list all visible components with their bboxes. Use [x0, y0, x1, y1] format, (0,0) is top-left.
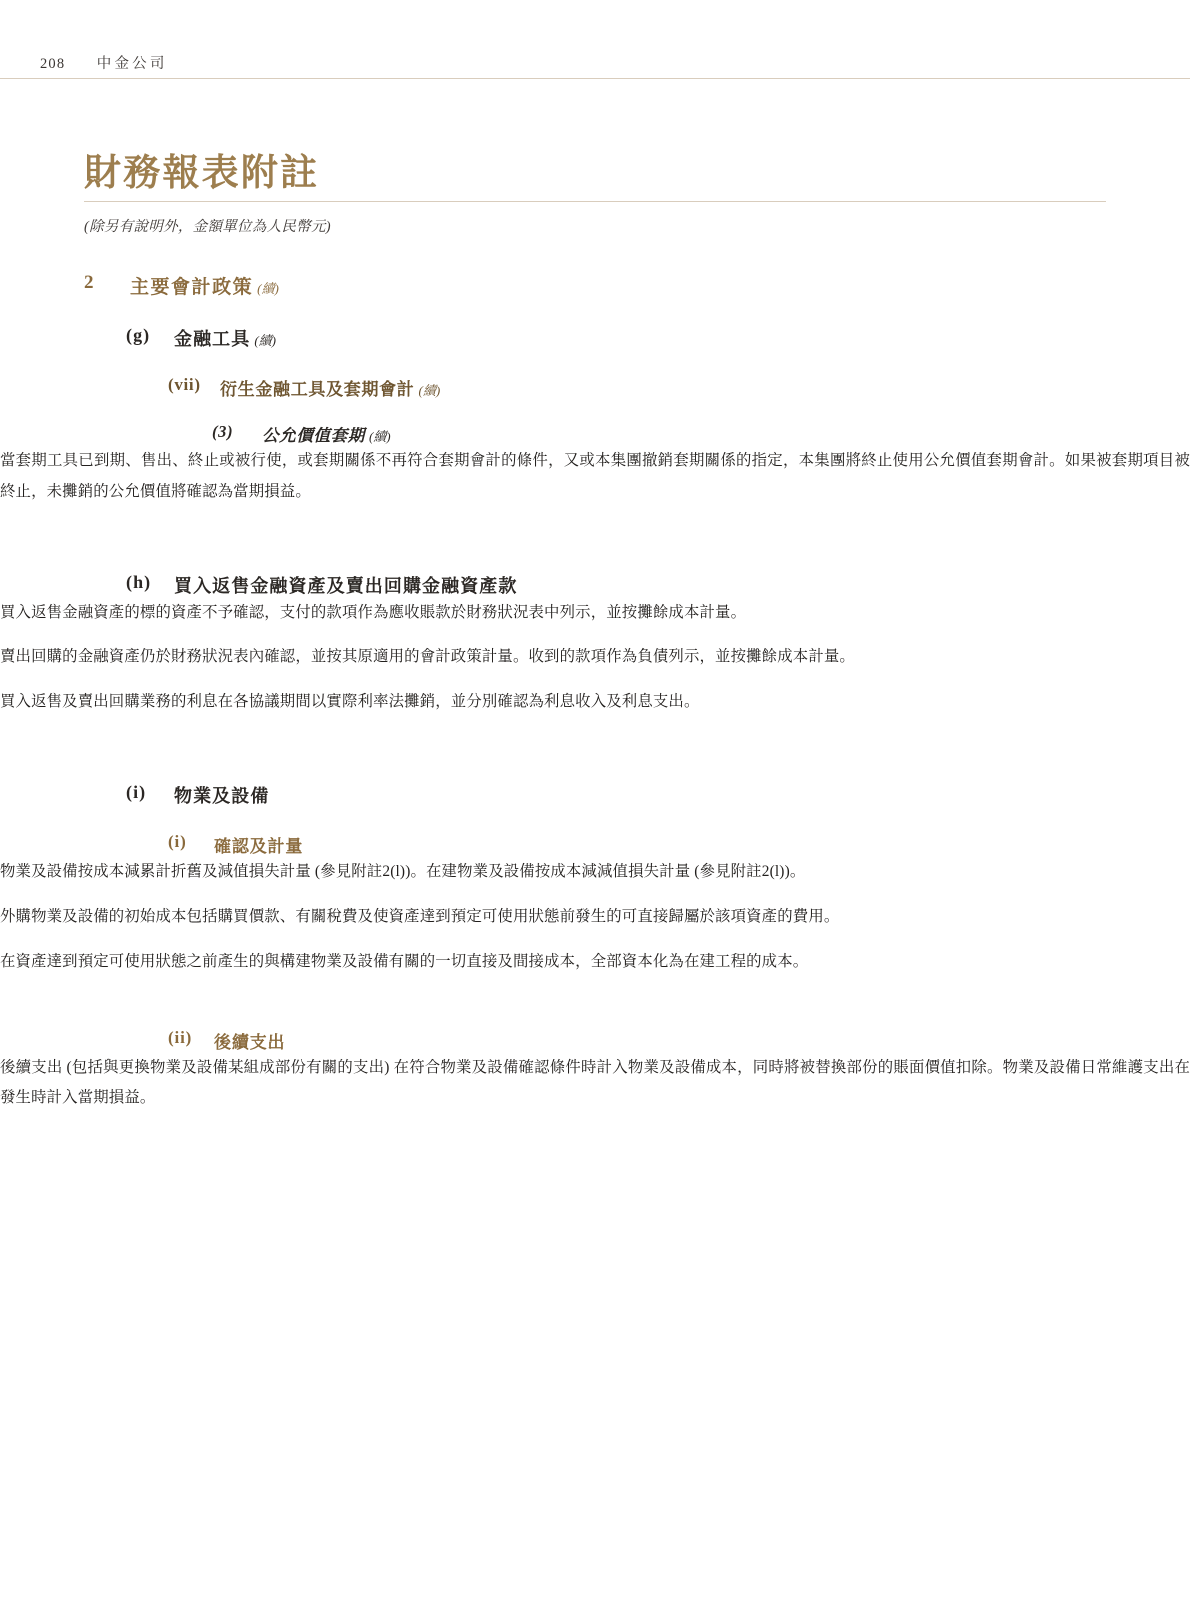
- section-number-i-ii: (ii): [168, 1027, 193, 1047]
- currency-note: (除另有說明外，金額單位為人民幣元): [84, 219, 331, 235]
- section-heading-3: [212, 422, 1190, 446]
- section-heading-i-i: [168, 832, 1190, 857]
- paragraph-i-i-1: 物業及設備按成本減累計折舊及減值損失計量 (參見附註2(l))。在建物業及設備按成本減減值損失計量 (參見附註2(l))。: [0, 863, 806, 881]
- paragraph-i-i-3: 在資產達到預定可使用狀態之前產生的與構建物業及設備有關的一切直接及間接成本，全部資本化為在建工程的成本。: [0, 952, 809, 970]
- section-label-i-i: 確認及計量: [214, 837, 304, 857]
- paragraph-h-1: 買入返售金融資產的標的資產不予確認，支付的款項作為應收賬款於財務狀況表中列示，並按攤餘成本計量。: [0, 603, 747, 621]
- section-label-vii: 衍生金融工具及套期會計: [220, 380, 415, 399]
- page-header: [40, 52, 1150, 78]
- section-heading-2: [84, 272, 1190, 299]
- page-number: 208: [40, 56, 66, 72]
- section-number-i-i: (i): [168, 832, 187, 852]
- section-cont-vii: (續): [418, 383, 441, 398]
- section-number-g: (g): [126, 325, 151, 345]
- section-number-3: (3): [212, 422, 234, 441]
- section-label-i: 物業及設備: [174, 786, 270, 807]
- section-label-i-ii: 後續支出: [214, 1032, 286, 1052]
- section-number-vii: (vii): [168, 375, 201, 394]
- section-heading-i: [126, 782, 1190, 808]
- section-label-2: 主要會計政策: [130, 277, 254, 298]
- section-cont-2: (續): [257, 281, 279, 296]
- title-divider: [84, 201, 1106, 202]
- section-cont-g: (續): [254, 333, 276, 348]
- paragraph-i-i-2: 外購物業及設備的初始成本包括購買價款、有關稅費及使資產達到預定可使用狀態前發生的可直接歸屬於該項資產的費用。: [0, 907, 840, 925]
- section-number-2: 2: [84, 272, 96, 293]
- section-label-g: 金融工具: [174, 329, 251, 349]
- section-cont-3: (續): [368, 429, 391, 444]
- section-number-i: (i): [126, 782, 147, 803]
- paragraph-fair-value-hedge-1: 當套期工具已到期、售出、終止或被行使，或套期關係不再符合套期會計的條件，又或本集團撤銷套期關係的指定，本集團將終止使用公允價值套期會計。如果被套期項目被終止，未攤銷的公允價值將確認為當期損益。: [0, 452, 1190, 500]
- document-body: [0, 272, 1190, 1114]
- section-number-h: (h): [126, 571, 152, 592]
- paragraph-i-ii-1: 後續支出 (包括與更換物業及設備某組成部份有關的支出) 在符合物業及設備確認條件時計入物業及設備成本，同時將被替換部份的賬面價值扣除。物業及設備日常維護支出在發生時計入當期損益。: [0, 1058, 1190, 1107]
- section-heading-vii: [168, 375, 1190, 400]
- section-heading-i-ii: [168, 1028, 1190, 1053]
- section-heading-g: [126, 325, 1190, 351]
- section-label-3: 公允價值套期: [262, 426, 365, 445]
- section-label-h: 買入返售金融資產及賣出回購金融資產款: [174, 575, 518, 596]
- page-title: 財務報表附註: [84, 150, 320, 194]
- paragraph-h-2: 賣出回購的金融資產仍於財務狀況表內確認，並按其原適用的會計政策計量。收到的款項作為負債列示，並按攤餘成本計量。: [0, 648, 855, 666]
- section-heading-h: [126, 572, 1190, 598]
- header-divider: [0, 78, 1190, 79]
- company-name: 中金公司: [96, 56, 168, 72]
- paragraph-h-3: 買入返售及賣出回購業務的利息在各協議期間以實際利率法攤銷，並分別確認為利息收入及利息支出。: [0, 693, 700, 711]
